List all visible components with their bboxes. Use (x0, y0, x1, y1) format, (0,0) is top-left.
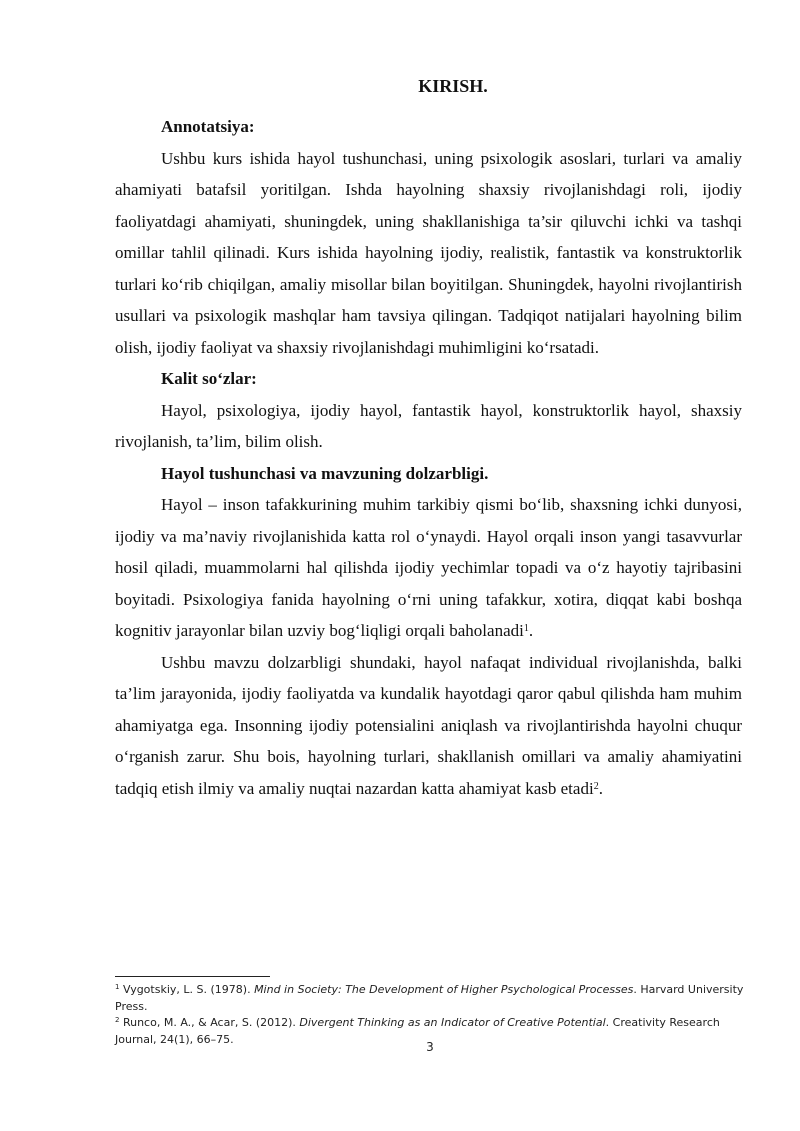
section-paragraph-1 (115, 489, 742, 647)
paragraph-text: Ushbu mavzu dolzarbligi shundaki, hayol nafaqat individual rivojlanishda, balki ta’lim jarayonida, ijodiy faoliyatda va kundalik hayotdagi qaror qabul qilishda ham muhim ahamiyatga ega. Insonning ijodiy potensialini aniqlash va rivojlantirishda hayolni chuqur o‘rganish zarur. Shu bois, hayolning turlari, shakllanish omillari va amaliy ahamiyatini tadqiq etish ilmiy va amaliy nuqtai nazardan katta ahamiyat kasb etadi (115, 652, 742, 798)
footnote-article-title: Divergent Thinking as an Indicator of Creative Potential (299, 1016, 606, 1029)
footnote-book-title: Mind in Society: The Development of Higher Psychological Processes (254, 983, 634, 996)
annotation-heading: Annotatsiya: (161, 117, 255, 136)
footnote-number: 1 (115, 983, 120, 991)
body-text (115, 111, 742, 804)
footnote-separator (115, 976, 270, 977)
footnote-reference-2[interactable]: 2 (593, 780, 599, 792)
keywords-heading: Kalit so‘zlar: (161, 369, 257, 388)
footnote-reference-1[interactable]: 1 (523, 623, 529, 634)
section-heading: Hayol tushunchasi va mavzuning dolzarbligi. (161, 463, 489, 483)
footnote-text: Vygotskiy, L. S. (1978). (119, 983, 255, 996)
annotation-paragraph: Ushbu kurs ishida hayol tushunchasi, uning psixologik asoslari, turlari va amaliy ahamiyati batafsil yoritilgan. Ishda hayolning shaxsiy rivojlanishdagi roli, ijodiy faoliyatdagi ahamiyati, shuningdek, uning shakllanishiga ta’sir qiluvchi ichki va tashqi omillar tahlil qilinadi. Kurs ishida hayolning ijodiy, realistik, fantastik va konstruktorlik turlari ko‘rib chiqilgan, amaliy misollar bilan boyitilgan. Shuningdek, hayolni rivojlantirish usullari va psixologik mashqlar ham tavsiya qilingan. Tadqiqot natijalari hayolning bilim olish, ijodiy faoliyat va shaxsiy rivojlanishdagi muhimligini ko‘rsatadi. (115, 148, 742, 357)
footnote-1 (115, 982, 745, 1015)
paragraph-text: Hayol – inson tafakkurining muhim tarkibiy qismi bo‘lib, shaxsning ichki dunyosi, ijodiy va ma’naviy rivojlanishida katta rol o‘ynaydi. Hayol orqali inson yangi tasavvurlar hosil qiladi, muammolarni hal qilishda ijodiy yechimlar topadi va o‘z hayotiy tajribasini boyitadi. Psixologiya fanida hayolning o‘rni uning tafakkur, xotira, diqqat kabi boshqa kognitiv jarayonlar bilan uzviy bog‘liqligi orqali baholanadi (115, 495, 742, 640)
page-number: 3 (426, 1040, 434, 1054)
paragraph-end: . (598, 778, 603, 798)
footnote-text: . Harvard University Press. (115, 983, 744, 1013)
section-paragraph-2 (115, 647, 742, 805)
keywords-paragraph: Hayol, psixologiya, ijodiy hayol, fantastik hayol, konstruktorlik hayol, shaxsiy rivojlanish, ta’lim, bilim olish. (115, 400, 742, 451)
footnotes (115, 982, 745, 1048)
page-title: KIRISH. (418, 76, 488, 96)
footnote-text: . Creativity Research Journal, 24(1), 66–75. (115, 1016, 720, 1046)
paragraph-end: . (528, 621, 534, 640)
footnote-number: 2 (115, 1016, 120, 1024)
footnote-text: Runco, M. A., & Acar, S. (2012). (119, 1016, 300, 1029)
